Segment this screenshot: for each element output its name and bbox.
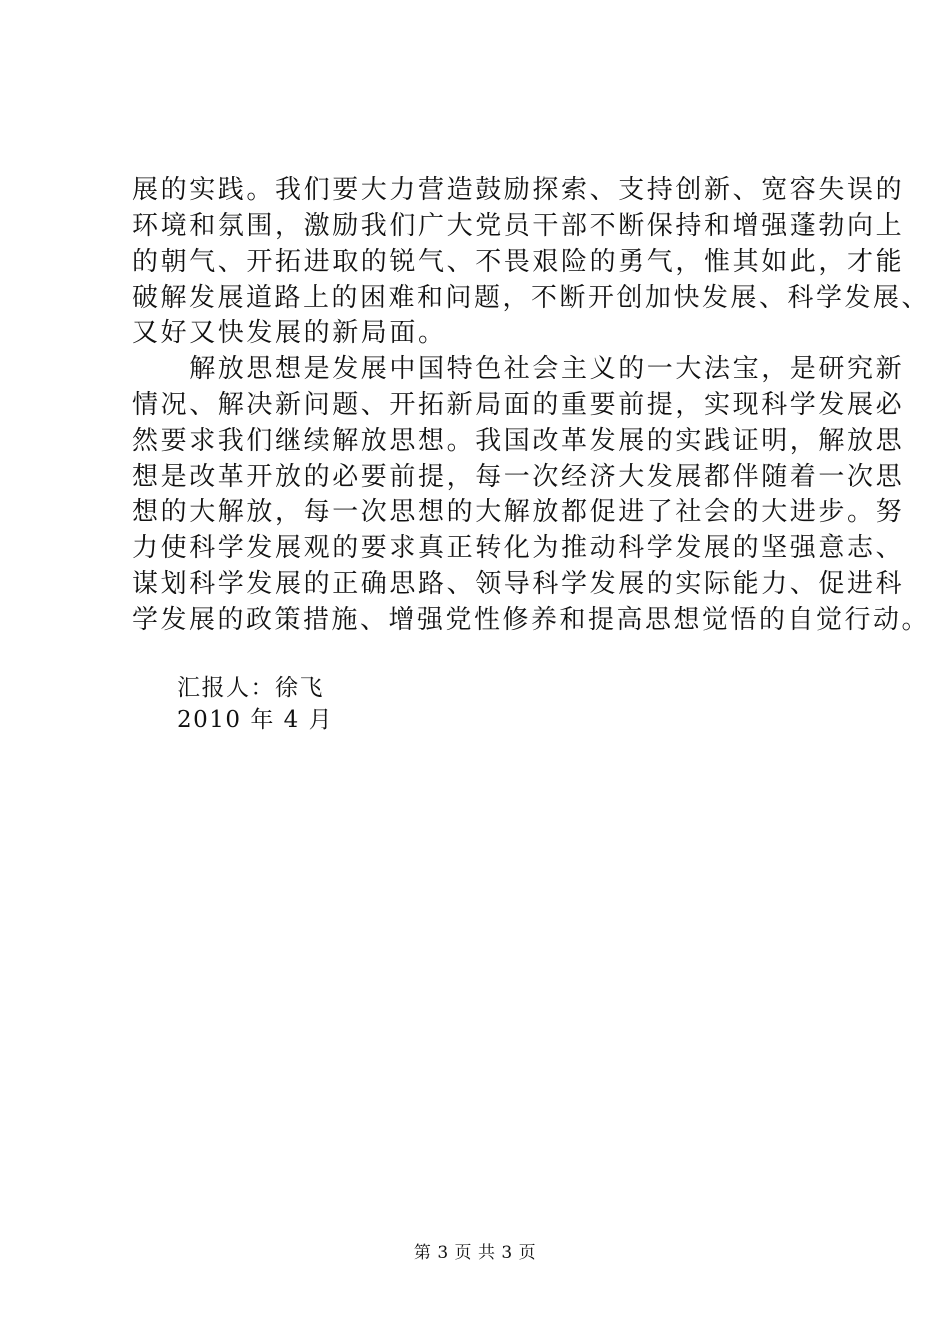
report-date: 2010 年 4 月 — [177, 707, 334, 733]
paragraph-1-line-4: 破解发展道路上的困难和问题，不断开创加快发展、科学发展、 — [132, 283, 931, 313]
paragraph-2-line-1: 解放思想是发展中国特色社会主义的一大法宝，是研究新 — [132, 354, 905, 384]
paragraph-1-line-2: 环境和氛围，激励我们广大党员干部不断保持和增强蓬勃向上 — [132, 211, 905, 241]
reporter-signature: 汇报人：徐飞 — [177, 675, 324, 701]
paragraph-2-line-8: 学发展的政策措施、增强党性修养和提高思想觉悟的自觉行动。 — [132, 605, 931, 635]
paragraph-2-line-4: 想是改革开放的必要前提，每一次经济大发展都伴随着一次思 — [132, 462, 905, 492]
page-footer-indicator: 第 3 页 共 3 页 — [413, 1243, 537, 1263]
paragraph-2-line-3: 然要求我们继续解放思想。我国改革发展的实践证明，解放思 — [132, 426, 905, 456]
paragraph-2-line-5: 想的大解放，每一次思想的大解放都促进了社会的大进步。努 — [132, 497, 905, 527]
paragraph-2-line-6: 力使科学发展观的要求真正转化为推动科学发展的坚强意志、 — [132, 533, 905, 563]
paragraph-1-line-3: 的朝气、开拓进取的锐气、不畏艰险的勇气，惟其如此，才能 — [132, 247, 905, 277]
paragraph-1-line-5: 又好又快发展的新局面。 — [132, 318, 447, 348]
paragraph-2-line-7: 谋划科学发展的正确思路、领导科学发展的实际能力、促进科 — [132, 569, 905, 599]
paragraph-1-line-1: 展的实践。我们要大力营造鼓励探索、支持创新、宽容失误的 — [132, 175, 905, 205]
paragraph-2-line-2: 情况、解决新问题、开拓新局面的重要前提，实现科学发展必 — [132, 390, 905, 420]
